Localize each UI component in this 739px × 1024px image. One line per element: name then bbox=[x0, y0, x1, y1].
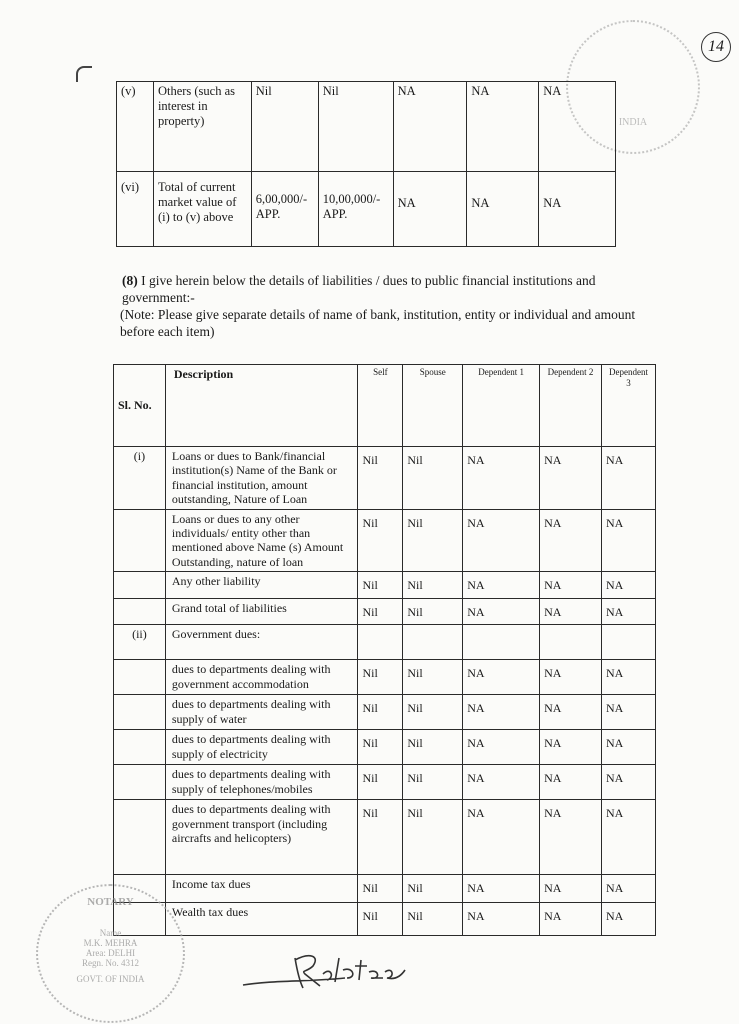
desc-cell: Grand total of liabilities bbox=[165, 599, 358, 625]
d2-cell: NA bbox=[540, 875, 602, 903]
section-8-heading bbox=[122, 273, 662, 307]
d3-cell: NA bbox=[601, 447, 655, 510]
d3-cell: NA bbox=[601, 903, 655, 936]
spouse-cell: Nil bbox=[403, 903, 463, 936]
d2-cell: NA bbox=[540, 660, 602, 695]
self-cell: Nil bbox=[358, 695, 403, 730]
liabilities-table bbox=[113, 364, 656, 936]
header-description: Description bbox=[165, 365, 358, 447]
d3-cell: NA bbox=[601, 660, 655, 695]
d2-cell: NA bbox=[540, 765, 602, 800]
table-row bbox=[114, 572, 656, 599]
stamp-top-text: INDIA bbox=[618, 117, 648, 128]
d1-cell bbox=[463, 625, 540, 660]
d1-cell: NA bbox=[463, 875, 540, 903]
self-cell: Nil bbox=[358, 447, 403, 510]
sl-cell bbox=[114, 800, 166, 875]
table-row bbox=[117, 172, 616, 247]
table-row bbox=[117, 82, 616, 172]
dependent3-cell: NA bbox=[539, 82, 616, 172]
stamp-line: Regn. No. 4312 bbox=[82, 958, 139, 968]
spouse-cell: Nil bbox=[403, 447, 463, 510]
dependent1-cell: NA bbox=[393, 82, 467, 172]
d1-cell: NA bbox=[463, 903, 540, 936]
desc-cell: dues to departments dealing with supply of electricity bbox=[165, 730, 358, 765]
d1-cell: NA bbox=[463, 572, 540, 599]
desc-cell: dues to departments dealing with government accommodation bbox=[165, 660, 358, 695]
self-cell: Nil bbox=[358, 599, 403, 625]
header-sl: Sl. No. bbox=[114, 365, 166, 447]
table-row bbox=[114, 875, 656, 903]
stamp-line: Name bbox=[99, 928, 122, 938]
sl-cell bbox=[114, 695, 166, 730]
d2-cell: NA bbox=[540, 903, 602, 936]
stamp-line: Area: DELHI bbox=[85, 948, 136, 958]
spouse-cell: Nil bbox=[403, 695, 463, 730]
spouse-cell: Nil bbox=[403, 599, 463, 625]
d3-cell bbox=[601, 625, 655, 660]
d2-cell: NA bbox=[540, 730, 602, 765]
d2-cell: NA bbox=[540, 447, 602, 510]
d1-cell: NA bbox=[463, 695, 540, 730]
self-cell: Nil bbox=[358, 765, 403, 800]
section-8-note: (Note: Please give separate details of name of bank, institution, entity or individual and amount before each item) bbox=[120, 307, 636, 339]
d2-cell: NA bbox=[540, 509, 602, 572]
sl-cell bbox=[114, 765, 166, 800]
self-cell: Nil bbox=[358, 572, 403, 599]
d3-cell: NA bbox=[601, 800, 655, 875]
page-number: 14 bbox=[701, 32, 731, 62]
desc-cell: Income tax dues bbox=[165, 875, 358, 903]
spouse-cell: 10,00,000/- APP. bbox=[318, 172, 393, 247]
self-cell: Nil bbox=[358, 903, 403, 936]
sl-cell: (i) bbox=[114, 447, 166, 510]
sl-cell bbox=[114, 660, 166, 695]
self-cell: Nil bbox=[358, 800, 403, 875]
notary-stamp bbox=[36, 884, 185, 1023]
desc-cell: Total of current market value of (i) to (v) above bbox=[153, 172, 251, 247]
table-row bbox=[114, 765, 656, 800]
stamp-line: NOTARY bbox=[87, 896, 134, 908]
spouse-cell: Nil bbox=[403, 509, 463, 572]
self-cell bbox=[358, 625, 403, 660]
d1-cell: NA bbox=[463, 660, 540, 695]
desc-cell: dues to departments dealing with supply of water bbox=[165, 695, 358, 730]
self-cell: Nil bbox=[358, 875, 403, 903]
d3-cell: NA bbox=[601, 875, 655, 903]
signature bbox=[235, 930, 425, 1000]
d2-cell: NA bbox=[540, 599, 602, 625]
spouse-cell: Nil bbox=[403, 730, 463, 765]
header-spouse: Spouse bbox=[403, 365, 463, 447]
desc-cell: dues to departments dealing with supply of telephones/mobiles bbox=[165, 765, 358, 800]
section-8-text: I give herein below the details of liabilities / dues to public financial institutions and government:- bbox=[122, 273, 596, 305]
d1-cell: NA bbox=[463, 599, 540, 625]
header-dependent-3: Dependent 3 bbox=[601, 365, 655, 447]
desc-cell: Wealth tax dues bbox=[165, 903, 358, 936]
self-cell: Nil bbox=[251, 82, 318, 172]
sl-cell bbox=[114, 599, 166, 625]
table-row bbox=[114, 509, 656, 572]
table-row bbox=[114, 695, 656, 730]
punch-hole-mark bbox=[76, 66, 92, 82]
d3-cell: NA bbox=[601, 695, 655, 730]
dependent2-cell: NA bbox=[467, 172, 539, 247]
header-self: Self bbox=[358, 365, 403, 447]
dependent1-cell: NA bbox=[393, 172, 467, 247]
d3-cell: NA bbox=[601, 765, 655, 800]
self-cell: Nil bbox=[358, 660, 403, 695]
d3-cell: NA bbox=[601, 730, 655, 765]
table-row bbox=[114, 599, 656, 625]
table-header-row bbox=[114, 365, 656, 447]
desc-cell: Loans or dues to any other individuals/ entity other than mentioned above Name (s) Amount Outstanding, nature of loan bbox=[165, 509, 358, 572]
dependent3-cell: NA bbox=[539, 172, 616, 247]
stamp-line: M.K. MEHRA bbox=[83, 938, 138, 948]
d3-cell: NA bbox=[601, 572, 655, 599]
d3-cell: NA bbox=[601, 509, 655, 572]
section-8-number: (8) bbox=[122, 273, 138, 288]
spouse-cell: Nil bbox=[403, 800, 463, 875]
assets-table bbox=[116, 81, 616, 247]
d2-cell: NA bbox=[540, 800, 602, 875]
table-row bbox=[114, 730, 656, 765]
spouse-cell: Nil bbox=[318, 82, 393, 172]
d2-cell: NA bbox=[540, 695, 602, 730]
header-dependent-2: Dependent 2 bbox=[540, 365, 602, 447]
spouse-cell: Nil bbox=[403, 765, 463, 800]
spouse-cell: Nil bbox=[403, 660, 463, 695]
self-cell: 6,00,000/- APP. bbox=[251, 172, 318, 247]
stamp-line: GOVT. OF INDIA bbox=[76, 974, 145, 984]
desc-cell: Government dues: bbox=[165, 625, 358, 660]
d1-cell: NA bbox=[463, 447, 540, 510]
spouse-cell: Nil bbox=[403, 572, 463, 599]
d3-cell: NA bbox=[601, 599, 655, 625]
self-cell: Nil bbox=[358, 730, 403, 765]
desc-cell: Any other liability bbox=[165, 572, 358, 599]
d1-cell: NA bbox=[463, 730, 540, 765]
d1-cell: NA bbox=[463, 800, 540, 875]
sl-cell: (v) bbox=[117, 82, 154, 172]
d1-cell: NA bbox=[463, 765, 540, 800]
sl-cell bbox=[114, 572, 166, 599]
desc-cell: Others (such as interest in property) bbox=[153, 82, 251, 172]
table-row bbox=[114, 660, 656, 695]
spouse-cell: Nil bbox=[403, 875, 463, 903]
dependent2-cell: NA bbox=[467, 82, 539, 172]
header-dependent-1: Dependent 1 bbox=[463, 365, 540, 447]
desc-cell: dues to departments dealing with government transport (including aircrafts and helicopters) bbox=[165, 800, 358, 875]
table-row bbox=[114, 447, 656, 510]
self-cell: Nil bbox=[358, 509, 403, 572]
d1-cell: NA bbox=[463, 509, 540, 572]
spouse-cell bbox=[403, 625, 463, 660]
desc-cell: Loans or dues to Bank/financial institution(s) Name of the Bank or financial institution, amount outstanding, Nature of Loan bbox=[165, 447, 358, 510]
sl-cell: (vi) bbox=[117, 172, 154, 247]
sl-cell bbox=[114, 730, 166, 765]
d2-cell: NA bbox=[540, 572, 602, 599]
d2-cell bbox=[540, 625, 602, 660]
sl-cell: (ii) bbox=[114, 625, 166, 660]
table-row bbox=[114, 625, 656, 660]
table-row bbox=[114, 800, 656, 875]
sl-cell bbox=[114, 509, 166, 572]
